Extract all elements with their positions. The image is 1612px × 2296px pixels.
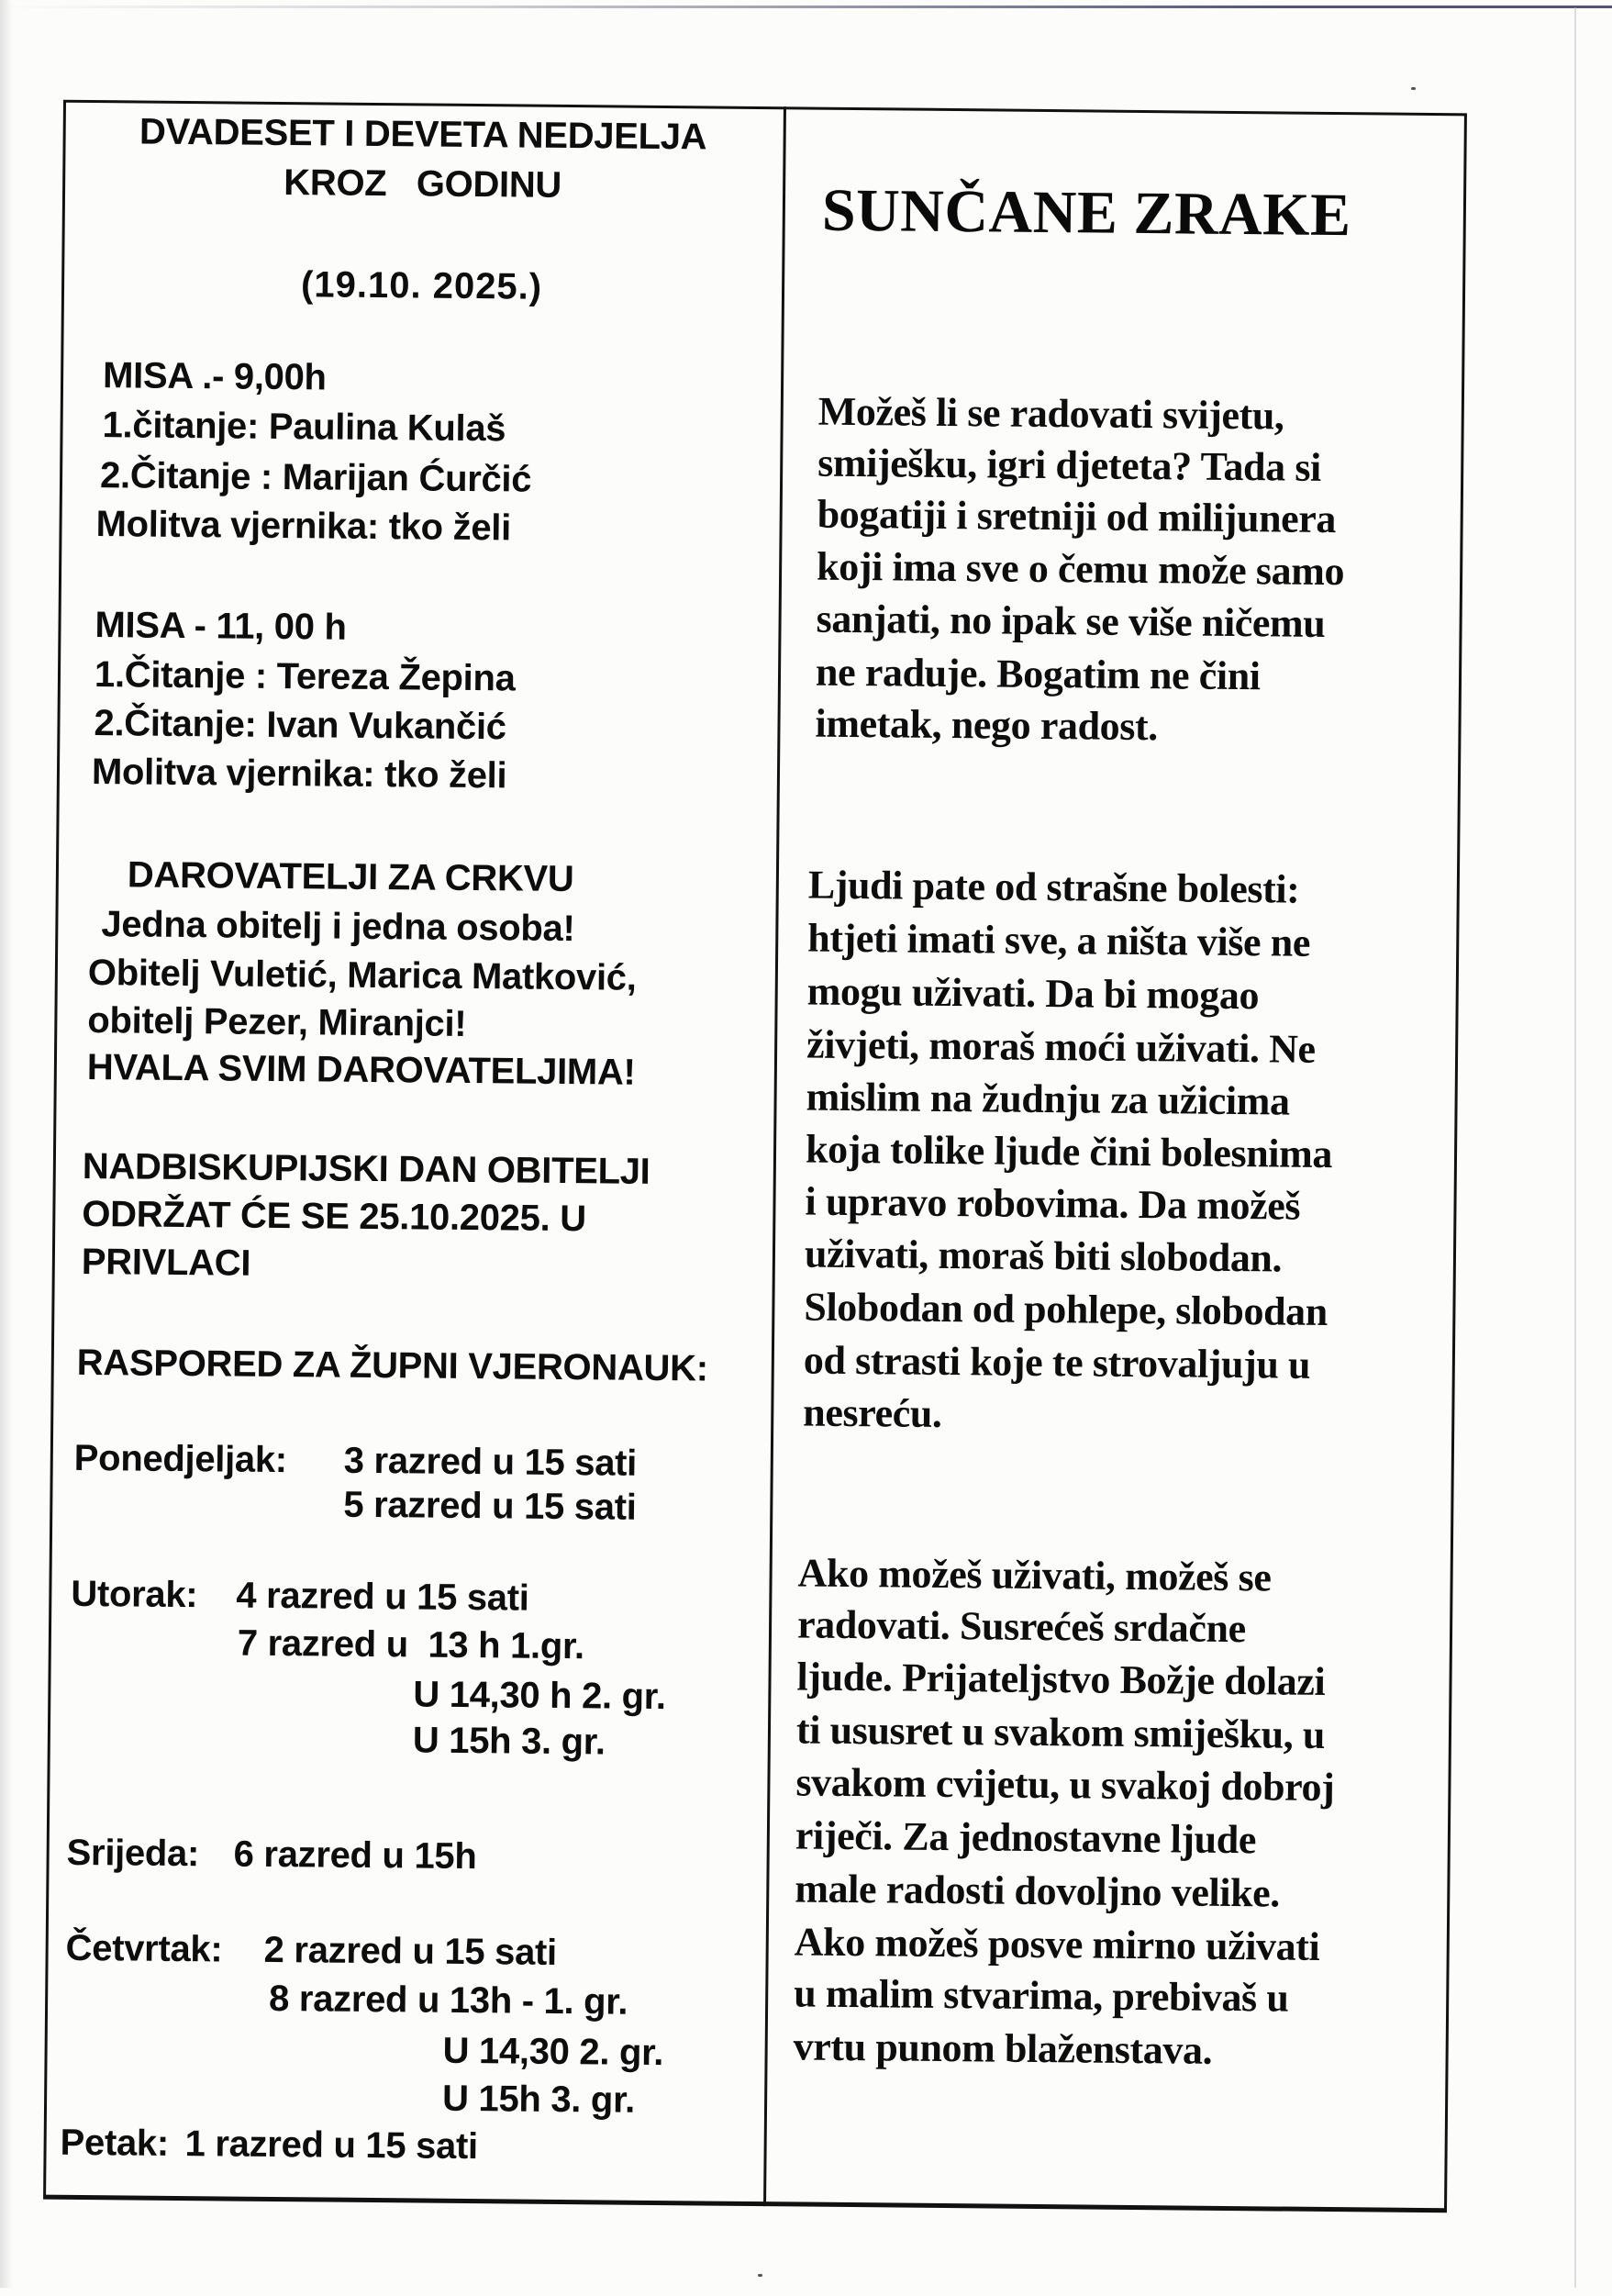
paragraph-line: Možeš li se radovati svijetu, [817,388,1284,439]
paragraph-line: bogatiji i sretniji od milijunera [817,491,1337,542]
mass-2-reading-2: 2.Čitanje: Ivan Vukančić [94,703,506,748]
schedule-day-friday: Petak: [60,2122,170,2164]
paragraph-line: nesreću. [803,1389,942,1436]
mass-1-title: MISA .- 9,00h [102,355,327,398]
schedule-entry: 1 razred u 15 sati [184,2123,479,2168]
paragraph-line: Ljudi pate od strašne bolesti: [807,862,1300,912]
schedule-entry: 8 razred u 13h - 1. gr. [268,1978,628,2023]
paragraph-line: mogu uživati. Da bi mogao [806,968,1260,1019]
paragraph-line: svakom cvijetu, u svakoj dobroj [795,1759,1335,1811]
paragraph-line: ljude. Prijateljstvo Božje dolazi [796,1654,1326,1704]
schedule-entry: 5 razred u 15 sati [343,1484,637,1528]
schedule-entry: U 15h 3. gr. [441,2078,636,2121]
schedule-entry: 4 razred u 15 sati [236,1575,529,1619]
paragraph-line: sanjati, no ipak se više ničemu [816,596,1326,646]
schedule-entry: U 14,30 h 2. gr. [413,1674,666,1718]
paragraph-line: Slobodan od pohlepe, slobodan [804,1284,1329,1334]
paragraph-line: koja tolike ljude čini bolesnima [805,1126,1333,1177]
schedule-entry: 7 razred u 13 h 1.gr. [237,1622,585,1667]
schedule-entry: 6 razred u 15h [233,1833,477,1878]
mass-2-title: MISA - 11, 00 h [94,605,347,648]
paragraph-line: male radosti dovoljno velike. [795,1866,1281,1916]
donors-line: obitelj Pezer, Miranjci! [87,1000,467,1044]
paragraph-line: Ako možeš posve mirno uživati [794,1919,1320,1969]
mass-1-reading-2: 2.Čitanje : Marijan Ćurčić [99,455,532,500]
sunday-heading-line-1: DVADESET I DEVETA NEDJELJA [139,111,707,158]
schedule-entry: 2 razred u 15 sati [263,1929,558,1973]
paragraph-line: koji ima sve o čemu može samo [816,543,1345,595]
paragraph-line: smiješku, igri djeteta? Tada si [817,440,1322,490]
schedule-entry: 3 razred u 15 sati [343,1440,638,1484]
donors-title: DAROVATELJI ZA CRKVU [127,854,574,900]
paragraph-line: ti ususret u svakom smiješku, u [795,1707,1326,1757]
paragraph-line: vrtu punom blaženstava. [793,2023,1213,2073]
paragraph-line: imetak, nego radost. [815,700,1159,750]
announcement-line: PRIVLACI [81,1241,251,1284]
donors-thanks: HVALA SVIM DAROVATELJIMA! [86,1046,636,1093]
paragraph-line: uživati, moraš biti slobodan. [804,1231,1283,1281]
mass-2-prayer: Molitva vjernika: tko želi [91,752,507,797]
paragraph-line: riječi. Za jednostavne ljude [795,1812,1257,1863]
schedule-day-wednesday: Srijeda: [66,1832,200,1875]
schedule-entry: U 15h 3. gr. [412,1720,606,1763]
paragraph-line: mislim na žudnju za užicima [806,1074,1290,1124]
schedule-title: RASPORED ZA ŽUPNI VJERONAUK: [76,1342,708,1389]
paragraph-line: i upravo robovima. Da možeš [805,1178,1301,1229]
schedule-day-monday: Ponedjeljak: [73,1437,288,1481]
schedule-entry: U 14,30 2. gr. [442,2030,664,2074]
schedule-day-tuesday: Utorak: [71,1573,198,1616]
mass-2-reading-1: 1.Čitanje : Tereza Žepina [94,654,516,699]
paragraph-line: od strasti koje te strovaljuju u [803,1337,1311,1388]
paragraph-line: u malim stvarima, prebivaš u [794,1970,1289,2021]
paragraph-line: htjeti imati sve, a ništa više ne [807,915,1311,965]
donors-line: Obitelj Vuletić, Marica Matković, [87,953,637,998]
sunday-heading-line-2: KROZ GODINU [283,162,562,206]
schedule-day-thursday: Četvrtak: [65,1927,223,1970]
mass-1-prayer: Molitva vjernika: tko želi [95,504,512,549]
paragraph-line: ne raduje. Bogatim ne čini [815,649,1261,699]
sunday-date: (19.10. 2025.) [300,264,543,307]
donors-line: Jedna obitelj i jedna osoba! [101,904,575,950]
paragraph-line: radovati. Susrećeš srdačne [796,1601,1246,1652]
paragraph-line: Ako možeš uživati, možeš se [797,1550,1272,1600]
reflection-title: SUNČANE ZRAKE [821,176,1351,250]
announcement-line: NADBISKUPIJSKI DAN OBITELJI [82,1145,650,1192]
announcement-line: ODRŽAT ĆE SE 25.10.2025. U [82,1193,587,1240]
mass-1-reading-1: 1.čitanje: Paulina Kulaš [102,405,506,450]
paragraph-line: živjeti, moraš moći uživati. Ne [806,1021,1316,1072]
